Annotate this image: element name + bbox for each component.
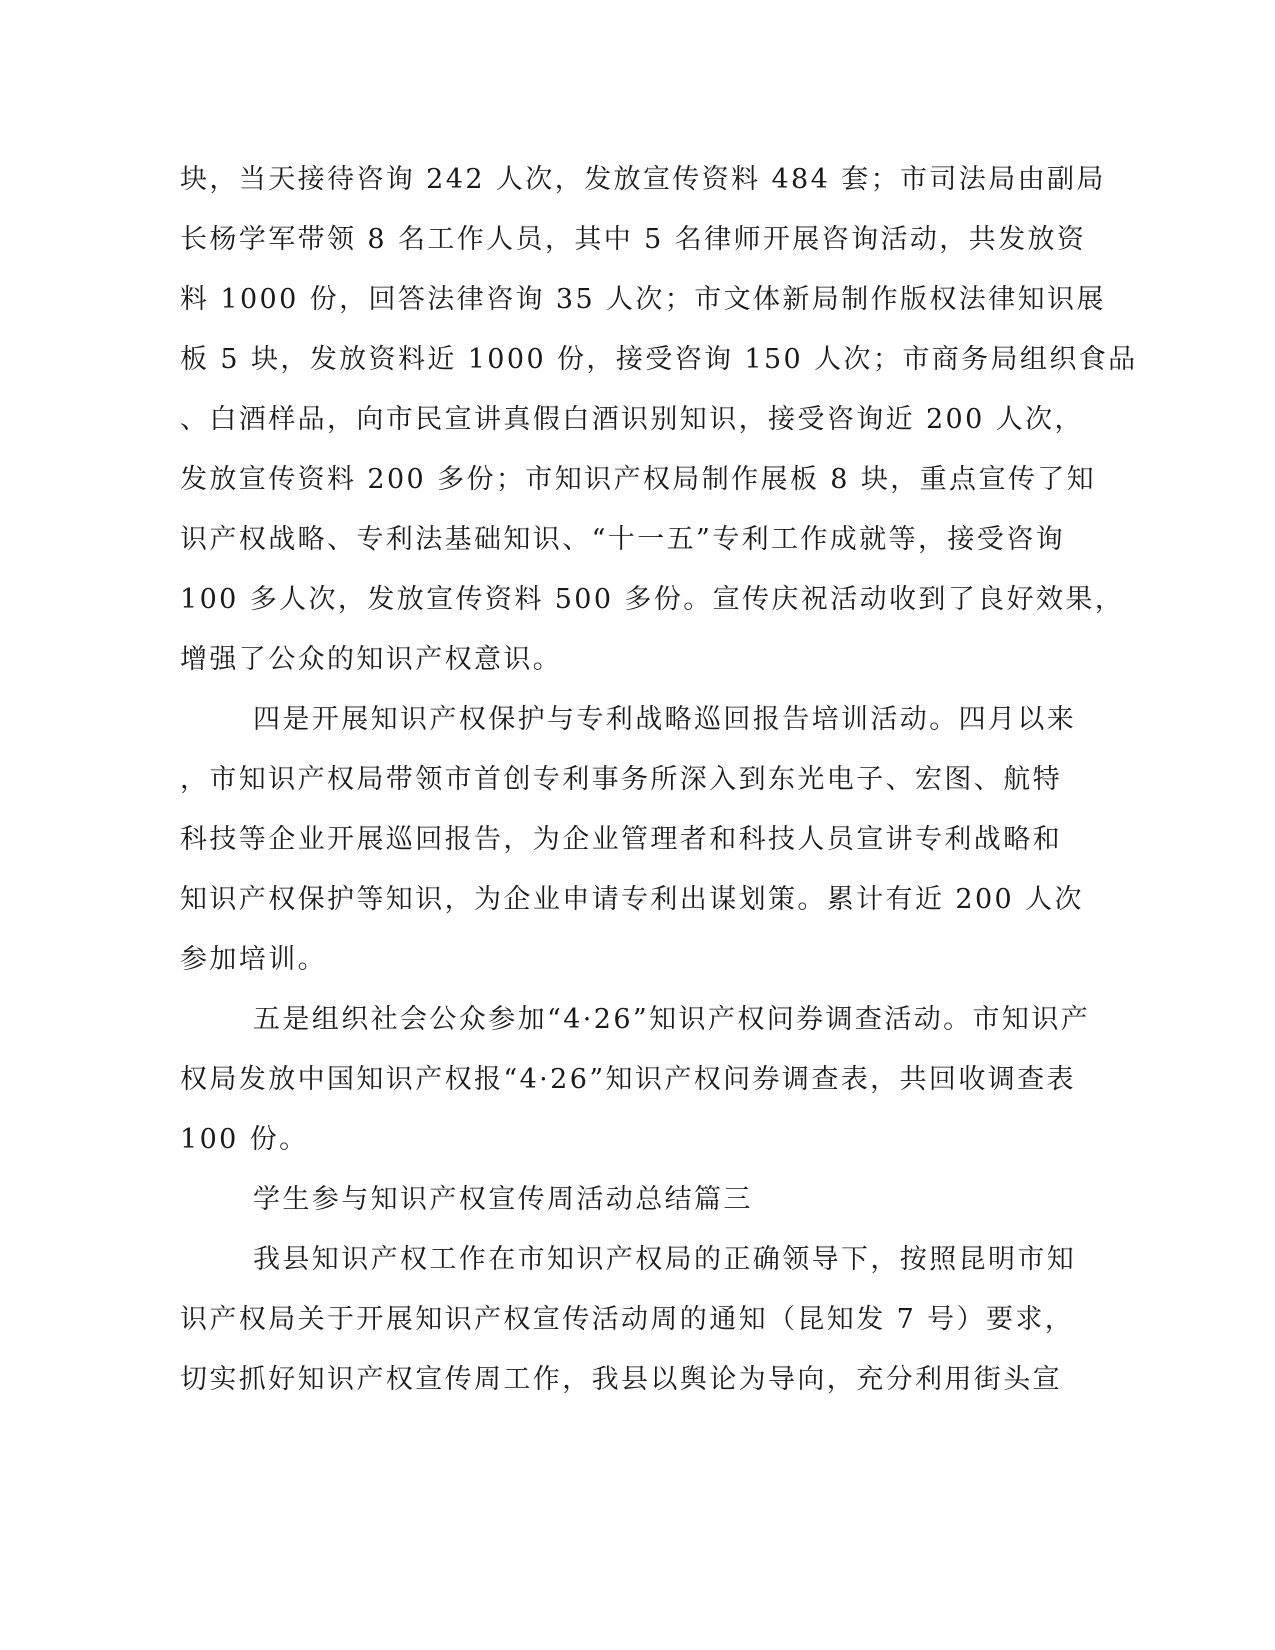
- paragraph-stats-summary: [180, 150, 1138, 690]
- text-line: 识产权局关于开展知识产权宣传活动周的通知（昆知发 7 号）要求，: [180, 1304, 1075, 1335]
- section-heading: [180, 1170, 1040, 1230]
- text-line: 发放宣传资料 200 多份；市知识产权局制作展板 8 块，重点宣传了知: [180, 464, 1097, 495]
- text-line: 100 份。: [180, 1124, 309, 1155]
- document-body: [180, 150, 1138, 1410]
- text-line: 四是开展知识产权保护与专利战略巡回报告培训活动。四月以来: [253, 704, 1077, 735]
- text-line: 我县知识产权工作在市知识产权局的正确领导下，按照昆明市知: [253, 1244, 1077, 1275]
- text-line: 知识产权保护等知识，为企业申请专利出谋划策。累计有近 200 人次: [180, 884, 1084, 915]
- paragraph-training-tour: [180, 690, 1084, 990]
- text-line: 科技等企业开展巡回报告，为企业管理者和科技人员宣讲专利战略和: [180, 824, 1062, 855]
- text-line: 增强了公众的知识产权意识。: [180, 644, 563, 675]
- text-line: 五是组织社会公众参加“4·26”知识产权问券调查活动。市知识产: [253, 1004, 1091, 1035]
- text-line: 料 1000 份，回答法律咨询 35 人次；市文体新局制作版权法律知识展: [180, 284, 1106, 315]
- text-line: ，市知识产权局带领市首创专利事务所深入到东光电子、宏图、航特: [180, 764, 1062, 795]
- text-line: 板 5 块，发放资料近 1000 份，接受咨询 150 人次；市商务局组织食品: [180, 344, 1138, 375]
- paragraph-survey: [180, 990, 1091, 1170]
- text-line: 参加培训。: [180, 944, 327, 975]
- text-line: 长杨学军带领 8 名工作人员，其中 5 名律师开展咨询活动，共发放资: [180, 224, 1087, 255]
- section-title: 学生参与知识产权宣传周活动总结篇三: [253, 1184, 753, 1215]
- text-line: 识产权战略、专利法基础知识、“十一五”专利工作成就等，接受咨询: [180, 524, 1066, 555]
- text-line: 权局发放中国知识产权报“4·26”知识产权问券调查表，共回收调查表: [180, 1064, 1076, 1095]
- paragraph-county-work: [180, 1230, 1077, 1410]
- text-line: 100 多人次，发放宣传资料 500 多份。宣传庆祝活动收到了良好效果，: [180, 584, 1125, 615]
- text-line: 、白酒样品，向市民宣讲真假白酒识别知识，接受咨询近 200 人次，: [180, 404, 1084, 435]
- text-line: 块，当天接待咨询 242 人次，发放宣传资料 484 套；市司法局由副局: [180, 164, 1106, 195]
- text-line: 切实抓好知识产权宣传周工作，我县以舆论为导向，充分利用街头宣: [180, 1364, 1062, 1395]
